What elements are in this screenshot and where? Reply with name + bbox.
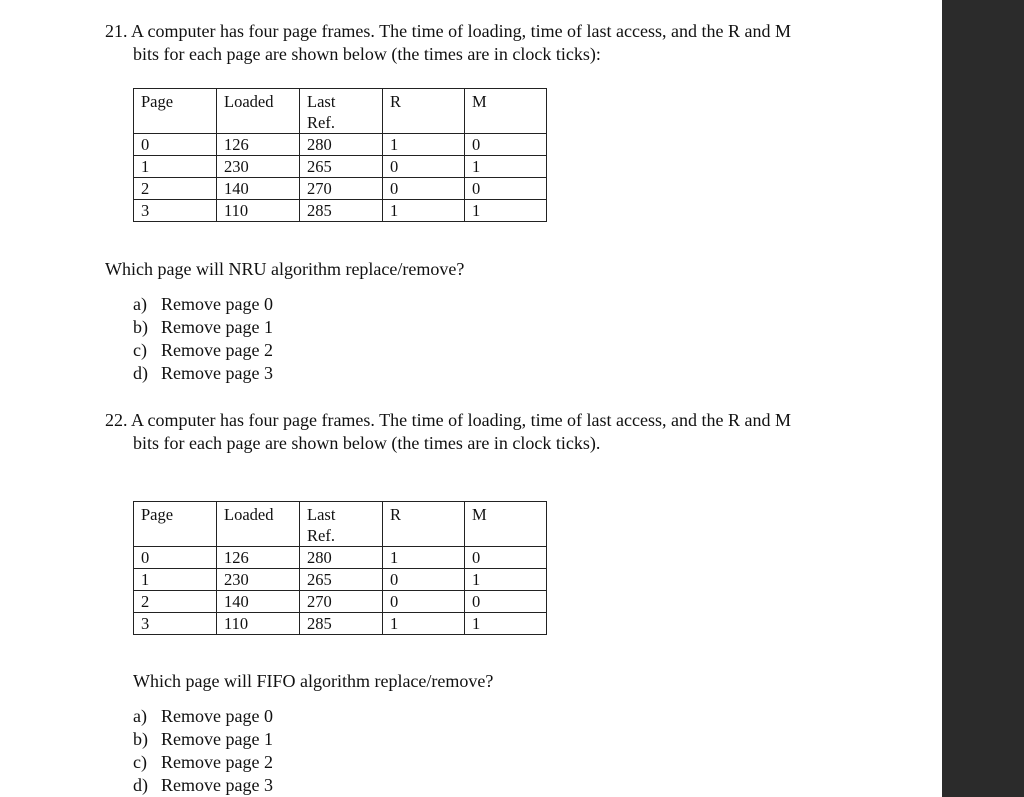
option-text: Remove page 2 — [161, 752, 273, 772]
cell: 1 — [465, 156, 547, 178]
question-21-number: 21. — [105, 21, 128, 41]
option-22-d[interactable] — [133, 774, 273, 797]
header-page: Page — [134, 502, 217, 547]
cell: 280 — [300, 547, 383, 569]
header-last-ref: Last Ref. — [300, 502, 383, 547]
question-22-stem-text: A computer has four page frames. The time of loading, time of last access, and the R and M — [131, 410, 791, 430]
option-letter: c) — [133, 340, 147, 360]
cell: 0 — [134, 547, 217, 569]
cell: 1 — [465, 569, 547, 591]
option-22-b[interactable] — [133, 728, 273, 751]
table-header-row — [134, 502, 547, 547]
question-21-stem-text: A computer has four page frames. The time of loading, time of last access, and the R and M — [131, 21, 791, 41]
cell: 265 — [300, 156, 383, 178]
table-row — [134, 200, 547, 222]
cell: 140 — [217, 178, 300, 200]
table-row — [134, 591, 547, 613]
cell: 270 — [300, 178, 383, 200]
question-22-prompt: Which page will FIFO algorithm replace/remove? — [133, 671, 494, 691]
option-text: Remove page 3 — [161, 775, 273, 795]
cell: 0 — [465, 134, 547, 156]
cell: 2 — [134, 178, 217, 200]
header-page: Page — [134, 89, 217, 134]
header-loaded: Loaded — [217, 89, 300, 134]
header-m: M — [465, 89, 547, 134]
option-21-a[interactable] — [133, 293, 273, 316]
cell: 1 — [383, 547, 465, 569]
header-m: M — [465, 502, 547, 547]
cell: 0 — [383, 178, 465, 200]
cell: 1 — [134, 569, 217, 591]
option-letter: b) — [133, 317, 148, 337]
option-letter: b) — [133, 729, 148, 749]
table-row — [134, 569, 547, 591]
option-letter: c) — [133, 752, 147, 772]
option-text: Remove page 2 — [161, 340, 273, 360]
cell: 1 — [383, 200, 465, 222]
table-row — [134, 134, 547, 156]
question-22-number: 22. — [105, 410, 128, 430]
header-r: R — [383, 502, 465, 547]
option-21-d[interactable] — [133, 362, 273, 385]
cell: 1 — [383, 613, 465, 635]
question-21-stem-line2: bits for each page are shown below (the times are in clock ticks): — [133, 44, 601, 64]
table-header-row — [134, 89, 547, 134]
option-22-c[interactable] — [133, 751, 273, 774]
cell: 126 — [217, 547, 300, 569]
cell: 140 — [217, 591, 300, 613]
option-letter: d) — [133, 363, 148, 383]
cell: 0 — [383, 591, 465, 613]
header-r: R — [383, 89, 465, 134]
table-row — [134, 178, 547, 200]
cell: 0 — [465, 547, 547, 569]
question-22-stem-line1 — [105, 409, 791, 431]
option-text: Remove page 3 — [161, 363, 273, 383]
cell: 0 — [383, 569, 465, 591]
cell: 1 — [465, 613, 547, 635]
cell: 285 — [300, 613, 383, 635]
viewer-side-panel — [942, 0, 1024, 797]
cell: 3 — [134, 200, 217, 222]
option-21-b[interactable] — [133, 316, 273, 339]
cell: 0 — [465, 591, 547, 613]
question-22-stem-line2: bits for each page are shown below (the times are in clock ticks). — [133, 433, 601, 453]
cell: 110 — [217, 613, 300, 635]
option-letter: a) — [133, 294, 147, 314]
table-row — [134, 613, 547, 635]
cell: 3 — [134, 613, 217, 635]
cell: 0 — [383, 156, 465, 178]
cell: 285 — [300, 200, 383, 222]
option-text: Remove page 0 — [161, 294, 273, 314]
page-table-q21 — [133, 88, 547, 222]
cell: 0 — [134, 134, 217, 156]
page-table-q22 — [133, 501, 547, 635]
cell: 0 — [465, 178, 547, 200]
table-row — [134, 156, 547, 178]
cell: 280 — [300, 134, 383, 156]
cell: 230 — [217, 569, 300, 591]
header-last-ref: Last Ref. — [300, 89, 383, 134]
question-21-stem-line1 — [105, 20, 791, 42]
option-text: Remove page 1 — [161, 729, 273, 749]
cell: 126 — [217, 134, 300, 156]
cell: 2 — [134, 591, 217, 613]
cell: 1 — [465, 200, 547, 222]
option-21-c[interactable] — [133, 339, 273, 362]
table-row — [134, 547, 547, 569]
cell: 270 — [300, 591, 383, 613]
question-21-prompt: Which page will NRU algorithm replace/remove? — [105, 259, 465, 279]
option-letter: d) — [133, 775, 148, 795]
header-loaded: Loaded — [217, 502, 300, 547]
cell: 110 — [217, 200, 300, 222]
option-letter: a) — [133, 706, 147, 726]
option-22-a[interactable] — [133, 705, 273, 728]
cell: 230 — [217, 156, 300, 178]
cell: 265 — [300, 569, 383, 591]
cell: 1 — [134, 156, 217, 178]
cell: 1 — [383, 134, 465, 156]
option-text: Remove page 0 — [161, 706, 273, 726]
option-text: Remove page 1 — [161, 317, 273, 337]
